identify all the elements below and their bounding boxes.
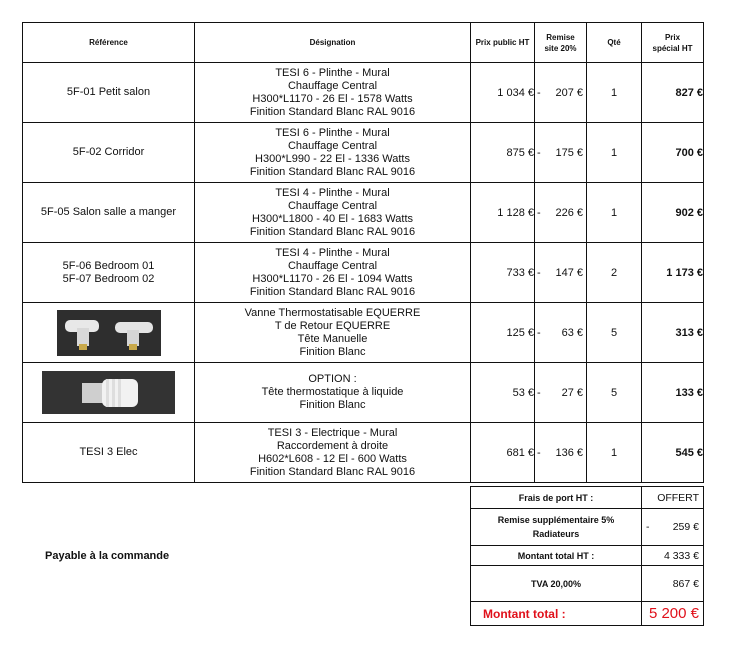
remise-sup-value: 259 € — [672, 521, 699, 533]
reference-cell — [23, 183, 195, 243]
designation-line: Vanne Thermostatisable EQUERRE — [244, 306, 421, 319]
table-row — [23, 183, 704, 243]
designation-line: H300*L1170 - 26 El - 1578 Watts — [252, 92, 413, 105]
remise-sign: - — [537, 326, 541, 339]
remise-sign: - — [537, 446, 541, 459]
totals-frais-row — [471, 487, 704, 509]
designation-line: TESI 6 - Plinthe - Mural — [275, 126, 390, 139]
payable-note: Payable à la commande — [45, 550, 170, 562]
reference-cell — [23, 123, 195, 183]
frais-value: OFFERT — [642, 487, 704, 509]
prix-public-cell: 125 € — [471, 303, 535, 363]
remise-cell — [535, 243, 587, 303]
designation-line: Chauffage Central — [287, 199, 378, 212]
table-row — [23, 123, 704, 183]
prix-public-cell: 875 € — [471, 123, 535, 183]
reference-text: 5F-02 Corridor — [72, 146, 145, 158]
designation-line: H300*L1170 - 26 El - 1094 Watts — [252, 272, 413, 285]
montant-ht-label: Montant total HT : — [471, 546, 642, 566]
designation-cell — [195, 423, 471, 483]
designation-cell — [195, 243, 471, 303]
designation-line: H300*L1800 - 40 El - 1683 Watts — [251, 212, 414, 225]
designation-cell — [195, 63, 471, 123]
thermostat-head-photo — [42, 371, 175, 414]
totals-tva-row — [471, 566, 704, 602]
header-row — [23, 23, 704, 63]
table-row — [23, 423, 704, 483]
remise-cell — [535, 303, 587, 363]
designation-line: TESI 3 - Electrique - Mural — [267, 426, 398, 439]
header-prix-special: Prix spécial HT — [642, 23, 704, 63]
frais-label: Frais de port HT : — [471, 487, 642, 509]
remise-sign: - — [537, 386, 541, 399]
remise-value: 147 € — [555, 266, 583, 279]
designation-line: Finition Standard Blanc RAL 9016 — [249, 465, 416, 478]
prix-public-cell: 53 € — [471, 363, 535, 423]
remise-cell — [535, 63, 587, 123]
qte-cell: 2 — [587, 243, 642, 303]
prix-special-cell: 133 € — [642, 363, 704, 423]
prix-special-cell: 313 € — [642, 303, 704, 363]
remise-value: 175 € — [555, 146, 583, 159]
qte-cell: 1 — [587, 423, 642, 483]
designation-cell — [195, 363, 471, 423]
prix-special-cell: 1 173 € — [642, 243, 704, 303]
reference-cell — [23, 423, 195, 483]
designation-line: Chauffage Central — [287, 259, 378, 272]
designation-line: Tête thermostatique à liquide — [261, 386, 404, 398]
remise-cell — [535, 423, 587, 483]
quote-table — [22, 22, 704, 483]
reference-cell — [23, 363, 195, 423]
tva-label: TVA 20,00% — [471, 566, 642, 602]
designation-cell — [195, 183, 471, 243]
designation-line: TESI 4 - Plinthe - Mural — [275, 186, 390, 199]
reference-text: TESI 3 Elec — [79, 446, 138, 458]
totals-final-row — [471, 602, 704, 626]
valve-photo — [57, 310, 161, 356]
remise-value: 63 € — [561, 326, 583, 339]
totals-ht-row — [471, 546, 704, 566]
reference-text: 5F-06 Bedroom 01 — [62, 259, 155, 272]
designation-line: Raccordement à droite — [276, 439, 389, 452]
reference-cell — [23, 243, 195, 303]
reference-cell — [23, 303, 195, 363]
remise-cell — [535, 183, 587, 243]
remise-value: 207 € — [555, 86, 583, 99]
qte-cell: 1 — [587, 183, 642, 243]
prix-special-cell: 827 € — [642, 63, 704, 123]
prix-public-cell: 1 034 € — [471, 63, 535, 123]
designation-line: Finition Standard Blanc RAL 9016 — [249, 285, 416, 298]
table-row — [23, 63, 704, 123]
table-row — [23, 303, 704, 363]
table-row — [23, 243, 704, 303]
header-remise: Remise site 20% — [535, 23, 587, 63]
prix-special-cell: 545 € — [642, 423, 704, 483]
designation-line: TESI 4 - Plinthe - Mural — [275, 246, 390, 259]
remise-sup-sign: - — [646, 521, 650, 533]
remise-value: 136 € — [555, 446, 583, 459]
qte-cell: 1 — [587, 63, 642, 123]
reference-cell — [23, 63, 195, 123]
qte-cell: 5 — [587, 363, 642, 423]
montant-total-value: 5 200 € — [642, 602, 704, 626]
remise-sign: - — [537, 266, 541, 279]
remise-value: 27 € — [561, 386, 583, 399]
designation-line: Chauffage Central — [287, 139, 378, 152]
designation-cell — [195, 303, 471, 363]
qte-cell: 5 — [587, 303, 642, 363]
remise-sign: - — [537, 146, 541, 159]
designation-line: Chauffage Central — [287, 79, 378, 92]
table-row — [23, 363, 704, 423]
designation-line: Finition Standard Blanc RAL 9016 — [249, 225, 416, 238]
designation-line: H300*L990 - 22 El - 1336 Watts — [255, 152, 410, 165]
montant-ht-value: 4 333 € — [642, 546, 704, 566]
remise-cell — [535, 123, 587, 183]
reference-text: 5F-05 Salon salle a manger — [40, 206, 177, 218]
reference-text: 5F-07 Bedroom 02 — [62, 272, 155, 285]
designation-line: OPTION : — [308, 373, 357, 385]
reference-text: 5F-01 Petit salon — [66, 86, 151, 98]
designation-line: Finition Standard Blanc RAL 9016 — [249, 105, 416, 118]
header-reference: Référence — [23, 23, 195, 63]
montant-total-label: Montant total : — [471, 602, 642, 626]
header-prix-public: Prix public HT — [471, 23, 535, 63]
tva-value: 867 € — [642, 566, 704, 602]
prix-special-cell: 700 € — [642, 123, 704, 183]
prix-special-cell: 902 € — [642, 183, 704, 243]
designation-line: Tête Manuelle — [297, 332, 368, 345]
designation-line: Finition Standard Blanc RAL 9016 — [249, 165, 416, 178]
prix-public-cell: 733 € — [471, 243, 535, 303]
qte-cell: 1 — [587, 123, 642, 183]
remise-cell — [535, 363, 587, 423]
remise-sup-label: Remise supplémentaire 5% Radiateurs — [471, 509, 642, 546]
remise-sign: - — [537, 86, 541, 99]
header-qte: Qté — [587, 23, 642, 63]
prix-public-cell: 681 € — [471, 423, 535, 483]
designation-line: T de Retour EQUERRE — [274, 319, 391, 332]
totals-remise-row — [471, 509, 704, 546]
designation-line: H602*L608 - 12 El - 600 Watts — [258, 452, 407, 465]
header-designation: Désignation — [195, 23, 471, 63]
designation-line: TESI 6 - Plinthe - Mural — [275, 66, 390, 79]
totals-table — [470, 486, 704, 626]
remise-value: 226 € — [555, 206, 583, 219]
designation-cell — [195, 123, 471, 183]
remise-sup-value-cell — [642, 509, 704, 546]
remise-sign: - — [537, 206, 541, 219]
designation-line: Finition Blanc — [299, 345, 366, 358]
prix-public-cell: 1 128 € — [471, 183, 535, 243]
designation-line: Finition Blanc — [299, 399, 366, 411]
